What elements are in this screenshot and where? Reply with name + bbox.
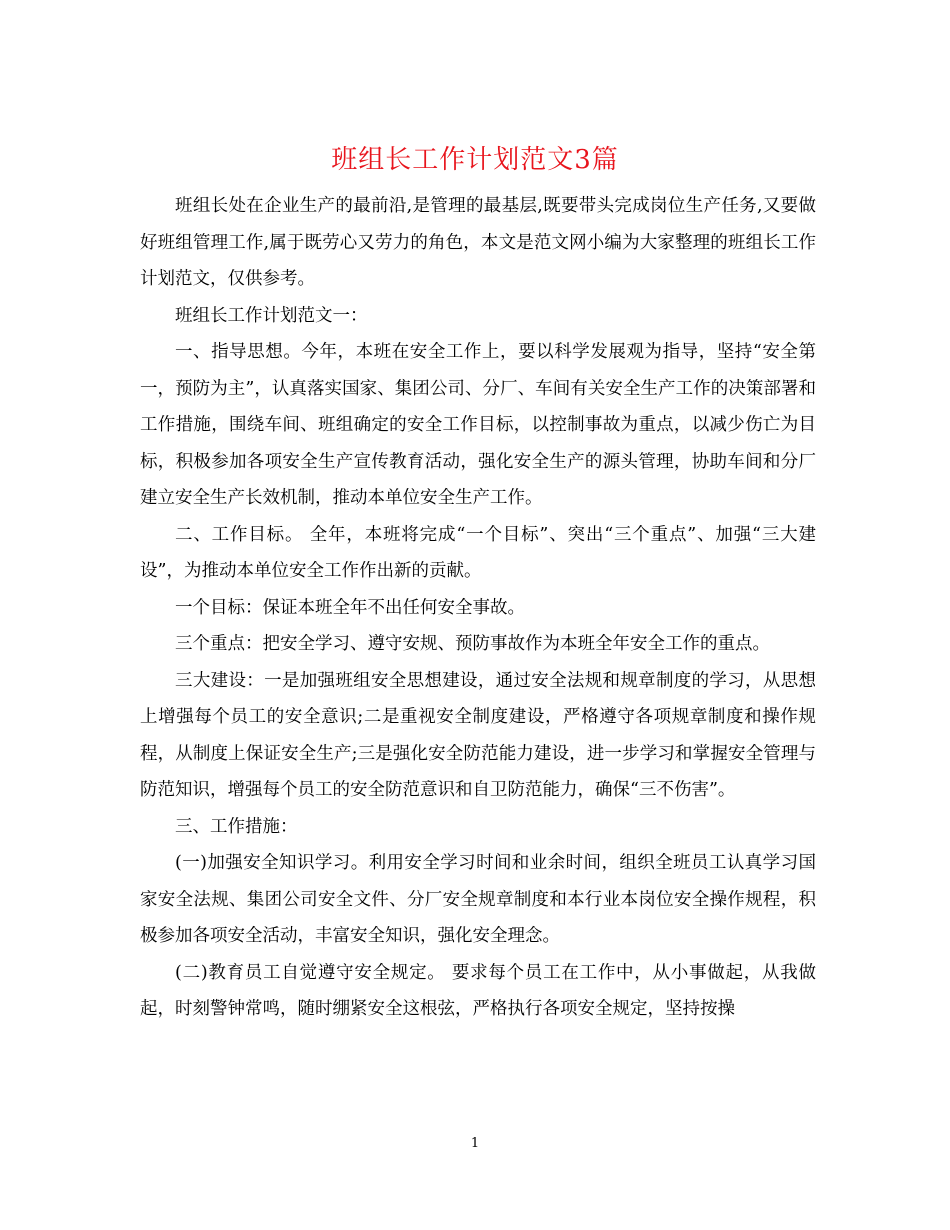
paragraph-work-measures-heading: 三、工作措施： <box>175 816 298 837</box>
paragraph-one-goal: 一个目标：保证本班全年不出任何安全事故。 <box>175 597 525 618</box>
document-body <box>140 188 816 1028</box>
paragraph-measure-one: (一)加强安全知识学习。利用安全学习时间和业余时间，组织全班员工认真学习国家安全法规、集团公司安全文件、分厂安全规章制度和本行业本岗位安全操作规程，积极参加各项安全活动，丰富安全知识，强化安全理念。 <box>140 853 816 946</box>
paragraph-three-constructions: 三大建设：一是加强班组安全思想建设，通过安全法规和规章制度的学习，从思想上增强每个员工的安全意识;二是重视安全制度建设，严格遵守各项规章制度和操作规程，从制度上保证安全生产;三是强化安全防范能力建设，进一步学习和掌握安全管理与防范知识，增强每个员工的安全防范意识和自卫防范能力，确保“三不伤害”。 <box>140 670 816 800</box>
paragraph-three-focus: 三个重点：把安全学习、遵守安规、预防事故作为本班全年安全工作的重点。 <box>175 634 770 654</box>
paragraph-heading-plan-one: 班组长工作计划范文一： <box>175 305 368 326</box>
paragraph-work-goals: 二、工作目标。 全年，本班将完成“一个目标”、突出“三个重点”、加强“三大建设”，为推动本单位安全工作作出新的贡献。 <box>140 524 816 581</box>
document-title: 班组长工作计划范文3篇 <box>331 145 619 175</box>
paragraph-guiding-ideology: 一、指导思想。今年，本班在安全工作上，要以科学发展观为指导，坚持“安全第一，预防为主”，认真落实国家、集团公司、分厂、车间有关安全生产工作的决策部署和工作措施，围绕车间、班组确定的安全工作目标，以控制事故为重点，以减少伤亡为目标，积极参加各项安全生产宣传教育活动，强化安全生产的源头管理，协助车间和分厂建立安全生产长效机制，推动本单位安全生产工作。 <box>140 342 816 508</box>
paragraph-intro: 班组长处在企业生产的最前沿,是管理的最基层,既要带头完成岗位生产任务,又要做好班组管理工作,属于既劳心又劳力的角色，本文是范文网小编为大家整理的班组长工作计划范文，仅供参考。 <box>140 196 816 289</box>
paragraph-measure-two: (二)教育员工自觉遵守安全规定。 要求每个员工在工作中，从小事做起，从我做起，时刻警钟常鸣，随时绷紧安全这根弦，严格执行各项安全规定，坚持按操 <box>140 962 816 1019</box>
page-number: 1 <box>470 1136 480 1151</box>
